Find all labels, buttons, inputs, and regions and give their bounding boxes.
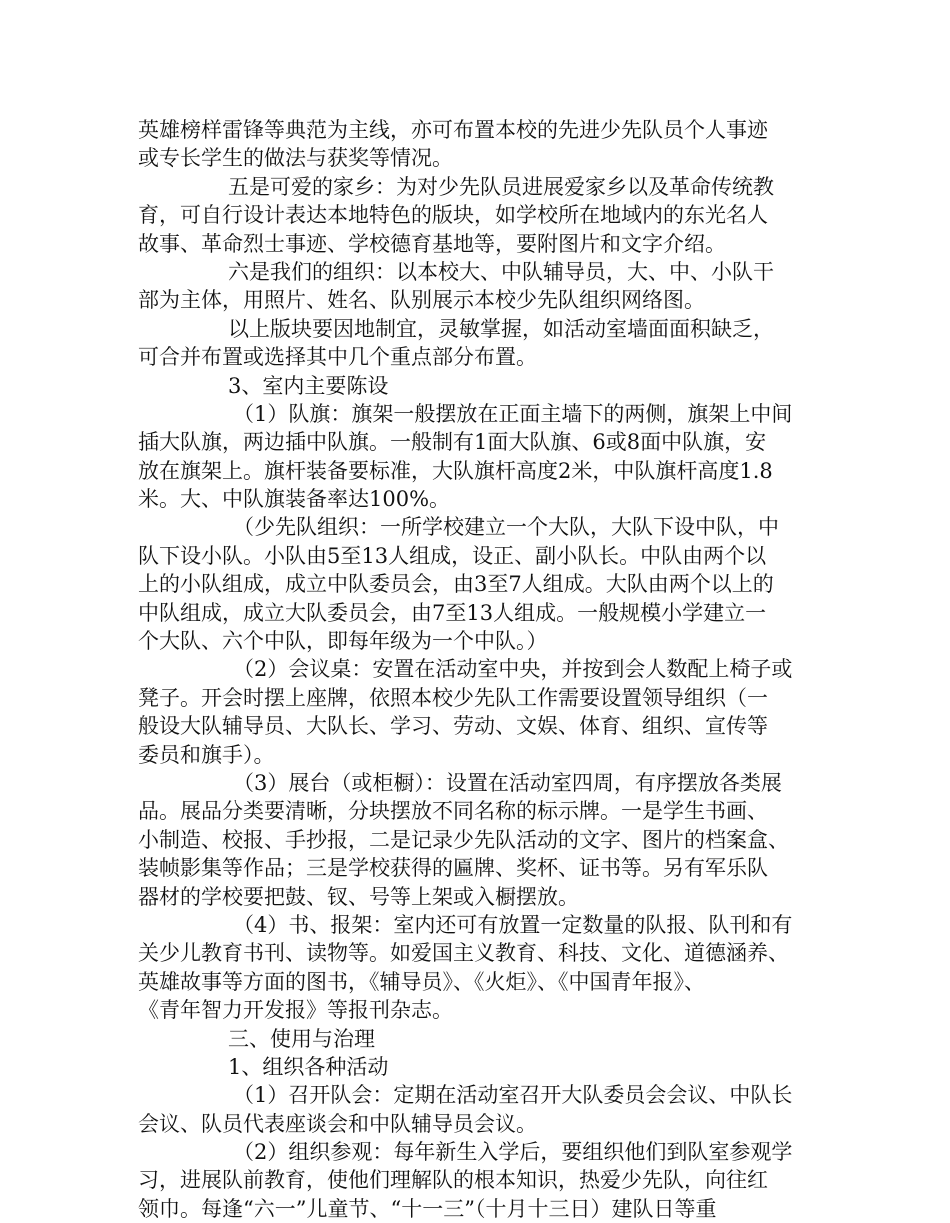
text-line: 领巾。每逢“六一”儿童节、“十一三”（十月十三日）建队日等重 xyxy=(138,1196,717,1221)
text-line: 凳子。开会时摆上座牌，依照本校少先队工作需要设置领导组织（一 xyxy=(138,685,768,710)
text-line: 或专长学生的做法与获奖等情况。 xyxy=(138,146,453,171)
text-line: （4）书、报架：室内还可有放置一定数量的队报、队刊和有 xyxy=(233,912,793,937)
text-line: 队下设小队。小队由5至13人组成，设正、副小队长。中队由两个以 xyxy=(138,543,767,568)
text-line: 中队组成，成立大队委员会，由7至13人组成。一般规模小学建立一 xyxy=(138,600,767,625)
section-heading: 三、使用与治理 xyxy=(228,1026,375,1051)
text-line: 品。展品分类要清晰，分块摆放不同名称的标示牌。一是学生书画、 xyxy=(138,799,768,824)
text-line: 器材的学校要把鼓、钗、号等上架或入橱摆放。 xyxy=(138,884,579,909)
text-line: 五是可爱的家乡：为对少先队员进展爱家乡以及革命传统教 xyxy=(228,174,774,199)
document-body xyxy=(138,116,828,1223)
text-line: 插大队旗，两边插中队旗。一般制有1面大队旗、6或8面中队旗，安 xyxy=(138,430,767,455)
text-line: 米。大、中队旗装备率达100%。 xyxy=(138,487,451,512)
section-heading: 1、组织各种活动 xyxy=(228,1054,389,1079)
text-line: 可合并布置或选择其中几个重点部分布置。 xyxy=(138,345,537,370)
text-line: 习，进展队前教育，使他们理解队的根本知识，热爱少先队，向往红 xyxy=(138,1168,768,1193)
text-line: 会议、队员代表座谈会和中队辅导员会议。 xyxy=(138,1111,537,1136)
text-line: 个大队、六个中队，即每年级为一个中队。） xyxy=(138,629,548,654)
text-line: 育，可自行设计表达本地特色的版块，如学校所在地域内的东光名人 xyxy=(138,203,768,228)
text-line: 故事、革命烈士事迹、学校德育基地等，要附图片和文字介绍。 xyxy=(138,231,726,256)
text-line: 《青年智力开发报》等报刊杂志。 xyxy=(138,998,453,1023)
text-line: 放在旗架上。旗杆装备要标准，大队旗杆高度2米，中队旗杆高度1.8 xyxy=(138,458,773,483)
text-line: 部为主体，用照片、姓名、队别展示本校少先队组织网络图。 xyxy=(138,288,705,313)
text-line: （1）队旗：旗架一般摆放在正面主墙下的两侧，旗架上中间 xyxy=(233,401,793,426)
text-line: （1）召开队会：定期在活动室召开大队委员会会议、中队长 xyxy=(233,1083,793,1108)
text-line: 关少儿教育书刊、读物等。如爱国主义教育、科技、文化、道德涵养、 xyxy=(138,941,789,966)
text-line: （3）展台（或柜橱）：设置在活动室四周，有序摆放各类展 xyxy=(233,770,782,795)
text-line: 委员和旗手）。 xyxy=(138,742,275,767)
text-line: 六是我们的组织：以本校大、中队辅导员，大、中、小队干 xyxy=(228,259,774,284)
text-line: （少先队组织：一所学校建立一个大队，大队下设中队，中 xyxy=(233,515,779,540)
text-line: 般设大队辅导员、大队长、学习、劳动、文娱、体育、组织、宣传等 xyxy=(138,714,768,739)
text-line: 英雄故事等方面的图书，《辅导员》、《火炬》、《中国青年报》、 xyxy=(138,969,705,994)
text-line: 上的小队组成，成立中队委员会，由3至7人组成。大队由两个以上的 xyxy=(138,572,774,597)
text-line: （2）会议桌：安置在活动室中央，并按到会人数配上椅子或 xyxy=(233,657,793,682)
text-line: 英雄榜样雷锋等典范为主线，亦可布置本校的先进少先队员个人事迹 xyxy=(138,118,768,142)
text-line: 装帧影集等作品；三是学校获得的匾牌、奖杯、证书等。另有军乐队 xyxy=(138,856,768,881)
section-heading: 3、室内主要陈设 xyxy=(228,373,389,398)
text-line: 以上版块要因地制宜，灵敏掌握，如活动室墙面面积缺乏， xyxy=(228,316,774,341)
text-line: 小制造、校报、手抄报，二是记录少先队活动的文字、图片的档案盒、 xyxy=(138,827,789,852)
text-line: （2）组织参观：每年新生入学后，要组织他们到队室参观学 xyxy=(233,1140,793,1165)
